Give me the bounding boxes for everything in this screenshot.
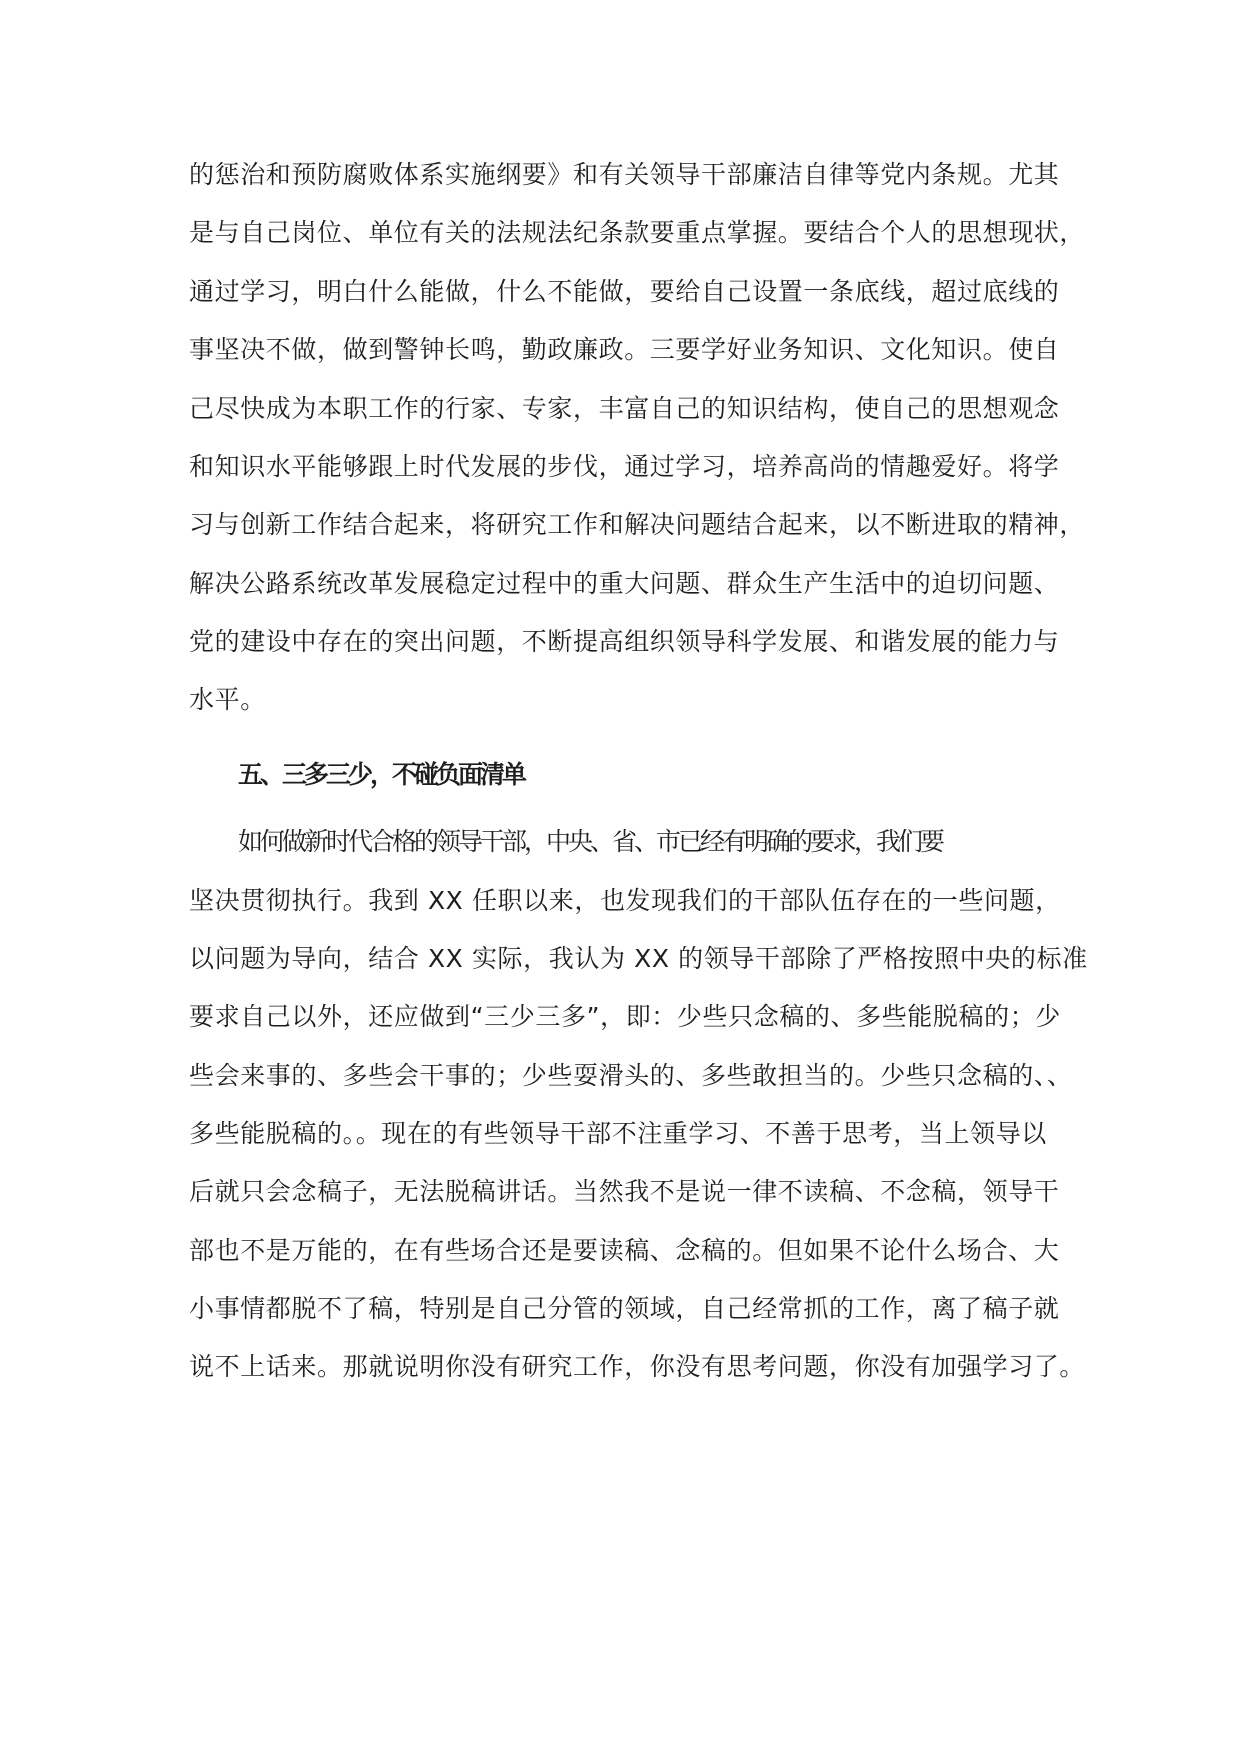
text-line: 和知识水平能够跟上时代发展的步伐，通过学习，培养高尚的情趣爱好。将学 — [189, 452, 1060, 481]
section-heading: 五、三多三少，不碰负面清单 — [238, 760, 525, 789]
text-line: 要求自己以外，还应做到“三少三多”，即：少些只念稿的、多些能脱稿的；少 — [189, 1002, 1061, 1031]
text-line: 后就只会念稿子，无法脱稿讲话。当然我不是说一律不读稿、不念稿，领导干 — [189, 1177, 1060, 1206]
text-line: 解决公路系统改革发展稳定过程中的重大问题、群众生产生活中的迫切问题、 — [189, 569, 1060, 598]
text-line: 的惩治和预防腐败体系实施纲要》和有关领导干部廉洁自律等党内条规。尤其 — [189, 160, 1060, 189]
text-line: 己尽快成为本职工作的行家、专家，丰富自己的知识结构，使自己的思想观念 — [189, 394, 1060, 423]
text-line: 说不上话来。那就说明你没有研究工作，你没有思考问题，你没有加强学习了。 — [189, 1352, 1086, 1381]
text-line: 坚决贯彻执行。我到 XX 任职以来，也发现我们的干部队伍存在的一些问题， — [189, 886, 1061, 915]
text-line: 事坚决不做，做到警钟长鸣，勤政廉政。三要学好业务知识、文化知识。使自 — [189, 335, 1060, 364]
text-line: 党的建设中存在的突出问题，不断提高组织领导科学发展、和谐发展的能力与 — [189, 627, 1060, 656]
text-line: 习与创新工作结合起来，将研究工作和解决问题结合起来，以不断进取的精神， — [189, 510, 1086, 539]
text-line: 小事情都脱不了稿，特别是自己分管的领域，自己经常抓的工作，离了稿子就 — [189, 1294, 1060, 1323]
text-line: 些会来事的、多些会干事的；少些耍滑头的、多些敢担当的。少些只念稿的、、 — [189, 1061, 1073, 1090]
text-line: 多些能脱稿的。。现在的有些领导干部不注重学习、不善于思考，当上领导以 — [189, 1119, 1047, 1148]
text-line: 部也不是万能的，在有些场合还是要读稿、念稿的。但如果不论什么场合、大 — [189, 1236, 1060, 1265]
text-line: 水平。 — [189, 685, 266, 714]
text-line: 以问题为导向，结合 XX 实际，我认为 XX 的领导干部除了严格按照中央的标准 — [189, 944, 1088, 973]
text-line: 是与自己岗位、单位有关的法规法纪条款要重点掌握。要结合个人的思想现状， — [189, 218, 1086, 247]
text-line: 通过学习，明白什么能做，什么不能做，要给自己设置一条底线，超过底线的 — [189, 277, 1060, 306]
text-line: 如何做新时代合格的领导干部，中央、省、市已经有明确的要求，我们要 — [238, 827, 943, 856]
